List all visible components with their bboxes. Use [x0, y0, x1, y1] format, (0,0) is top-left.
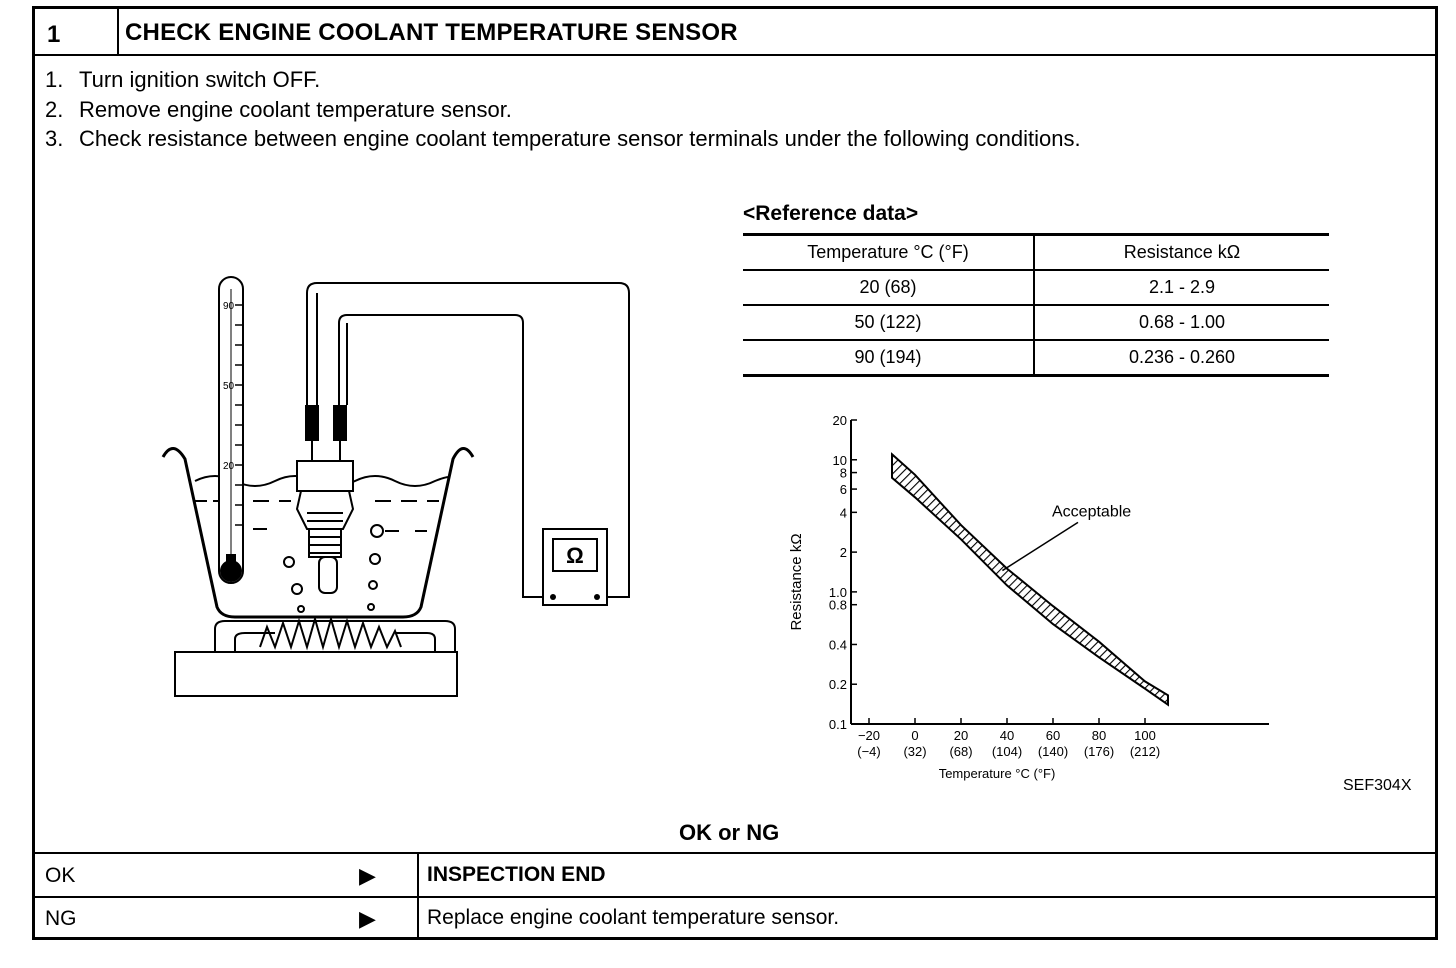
- annotation-leader: [1002, 522, 1078, 570]
- x-tick-label: −20: [857, 728, 881, 743]
- results-row-rule: [35, 896, 1435, 898]
- table-row: 50 (122) 0.68 - 1.00: [743, 305, 1329, 340]
- y-tick-label: 10: [832, 452, 847, 468]
- x-tick-sublabel: (32): [903, 744, 927, 759]
- result-action-ng: Replace engine coolant temperature sensor.: [427, 906, 840, 929]
- acceptable-band: [892, 454, 1168, 704]
- table-header: Temperature °C (°F): [743, 235, 1034, 271]
- y-tick-label: 0.2: [828, 677, 847, 693]
- x-tick-sublabel: (104): [991, 744, 1023, 759]
- band-annotation: Acceptable: [1052, 503, 1132, 521]
- instruction-item: 3. Check resistance between engine coolant temperature sensor terminals under the following conditions.: [45, 126, 1081, 151]
- result-label-ok: OK: [45, 864, 76, 887]
- step-number: 1: [47, 21, 61, 48]
- instruction-item: 1. Turn ignition switch OFF.: [45, 67, 321, 92]
- y-tick-label: 4: [839, 505, 847, 521]
- table-row: 90 (194) 0.236 - 0.260: [743, 340, 1329, 376]
- reference-title: <Reference data>: [743, 202, 919, 225]
- resistance-chart: [775, 404, 1265, 799]
- x-tick-sublabel: (140): [1037, 744, 1069, 759]
- y-tick-label: 0.1: [828, 717, 847, 732]
- results-rule: [35, 852, 1435, 854]
- y-tick-label: 8: [839, 465, 847, 481]
- x-tick-label: 80: [1091, 728, 1107, 743]
- y-tick-label: 1.0: [828, 584, 847, 600]
- x-tick-label: 40: [999, 728, 1015, 743]
- x-axis-label: Temperature °C (°F): [938, 766, 1056, 781]
- inspection-step-frame: [32, 6, 1438, 940]
- y-tick-label: 2: [839, 545, 847, 561]
- results-divider: [417, 852, 419, 940]
- table-row: 20 (68) 2.1 - 2.9: [743, 270, 1329, 305]
- table-header: Resistance kΩ: [1123, 242, 1241, 262]
- y-tick-label: 0.8: [828, 597, 847, 613]
- thermometer-mark: 90: [223, 301, 235, 312]
- y-tick-label: 0.4: [828, 637, 847, 653]
- thermometer-mark: 50: [223, 381, 235, 392]
- y-axis-label: Resistance kΩ: [788, 533, 805, 631]
- arrow-icon: ▶: [359, 906, 376, 931]
- x-tick-sublabel: (176): [1083, 744, 1115, 759]
- y-tick-label: 20: [832, 413, 847, 428]
- y-tick-label: 6: [839, 482, 847, 498]
- x-tick-sublabel: (212): [1129, 744, 1161, 759]
- x-tick-sublabel: (68): [949, 744, 973, 759]
- ohm-symbol: Ω: [566, 543, 584, 568]
- instruction-item: 2. Remove engine coolant temperature sensor.: [45, 97, 512, 122]
- result-prompt: OK or NG: [679, 820, 780, 845]
- arrow-icon: ▶: [359, 863, 376, 888]
- result-label-ng: NG: [45, 907, 77, 930]
- thermometer-mark: 20: [223, 461, 235, 472]
- x-tick-label: 20: [953, 728, 969, 743]
- x-tick-label: 0: [911, 728, 919, 743]
- x-tick-label: 60: [1045, 728, 1061, 743]
- result-action-ok: INSPECTION END: [427, 863, 606, 886]
- reference-table: [743, 233, 1329, 377]
- x-tick-label: 100: [1134, 728, 1156, 743]
- step-title: CHECK ENGINE COOLANT TEMPERATURE SENSOR: [125, 19, 738, 46]
- figure-id: SEF304X: [1343, 777, 1412, 794]
- x-tick-sublabel: (−4): [857, 744, 881, 759]
- sensor-test-illustration: [35, 9, 655, 709]
